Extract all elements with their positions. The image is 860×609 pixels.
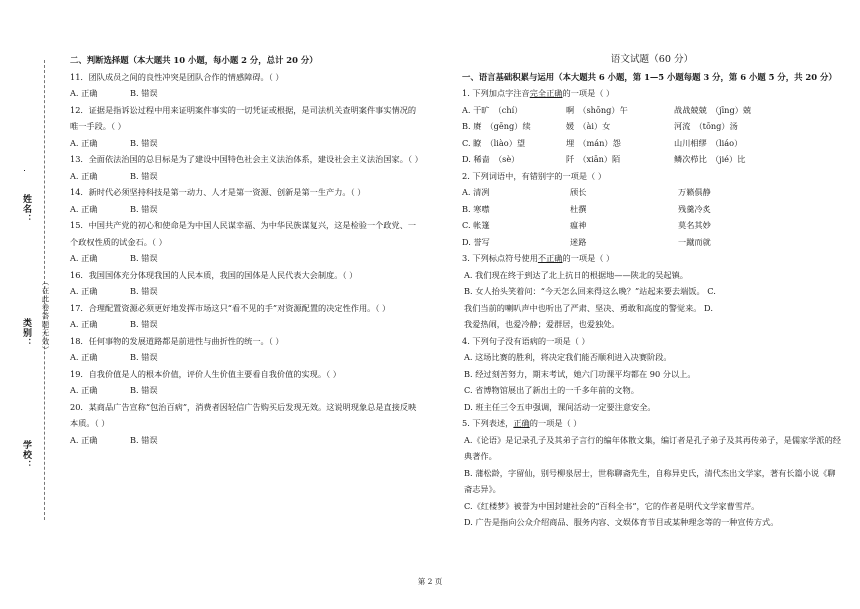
option-row — [70, 432, 422, 449]
question-1-options — [462, 102, 842, 168]
option-cell: A. 清冽 — [462, 187, 490, 197]
option-row — [462, 151, 842, 168]
option-cell: 残羹冷炙 — [678, 203, 711, 214]
option-b: B. 错误 — [130, 88, 158, 98]
option-cell: 山川相缪 （liáo） — [674, 137, 743, 148]
question-3-stem: 3. 下列标点符号使用不正确的一项是（ ） — [462, 253, 615, 263]
option-row — [462, 184, 842, 201]
option-row — [462, 217, 842, 234]
chinese-section-heading: 一、语言基础积累与运用（本大题共 6 小题，第 1—5 小题每题 3 分，第 6 小题 5 分，共 20 分） — [462, 71, 837, 82]
question-2-options — [462, 184, 842, 250]
option-item: 我爱热闹，也爱冷静；爱群居，也爱独处。 — [464, 319, 620, 329]
option-b: B. 错误 — [130, 286, 158, 296]
question-4-stem: 4. 下列句子没有语病的一项是（ ） — [462, 335, 590, 346]
option-cell: 一蹴而就 — [678, 236, 711, 247]
question-1-stem: 1. 下列加点字注音完全正确的一项是（ ） — [462, 88, 615, 98]
name-label: 姓名： — [21, 194, 31, 224]
option-item: D. 广告是指向公众介绍商品、服务内容、文娱体育节目或某种理念等的一种宣传方式。 — [464, 517, 779, 527]
option-item: A.《论语》是记录孔子及其弟子言行的编年体散文集，编订者是孔子弟子及其再传弟子，是儒家学派的经典著作。 — [464, 434, 841, 461]
option-b: B. 错误 — [130, 203, 158, 214]
binding-margin — [0, 0, 60, 609]
option-cell: C. 帐篷 — [462, 220, 490, 230]
option-cell: C. 瞭 （liào）望 — [462, 137, 526, 148]
option-cell: 鳞次栉比 （jié）比 — [674, 154, 746, 164]
question-5-stem: 5. 下列表述，正确的一项是（ ） — [462, 418, 582, 428]
option-item: A. 这场比赛的胜利，将决定我们能否顺利进入决赛阶段。 — [464, 352, 672, 362]
option-a: A. 正确 — [70, 203, 98, 214]
option-cell: 杜撰 — [570, 203, 587, 214]
option-item: D. 班主任三令五申强调，课间活动一定要注意安全。 — [464, 401, 656, 412]
option-row — [462, 135, 842, 152]
question-list — [70, 69, 422, 449]
option-row — [70, 168, 422, 185]
option-item: B. 蒲松龄，字留仙，别号柳泉居士，世称聊斋先生，自称异史氏，清代杰出文学家，著有长篇小说《聊斋志异》。 — [464, 467, 836, 494]
option-a: A. 正确 — [70, 137, 98, 148]
section-heading: 二、判断选择题（本大题共 10 小题，每小题 2 分，总计 20 分） — [70, 55, 318, 65]
option-a: A. 正确 — [70, 385, 98, 395]
option-row — [462, 118, 842, 135]
option-item: B. 女人抬头笑着问：“今天怎么回来得这么晚？”站起来要去端饭。 C. — [464, 286, 716, 296]
option-row — [70, 382, 422, 399]
option-cell: 阡 （xiān）陌 — [566, 154, 621, 164]
option-b: B. 错误 — [130, 352, 158, 362]
option-a: A. 正确 — [70, 286, 98, 296]
question-stem: 17．合理配置资源必须更好地发挥市场这只“看不见的手”对资源配置的决定性作用。（ ） — [70, 302, 391, 313]
option-b: B. 错误 — [130, 170, 158, 181]
question-stem: 11．团队成员之间的良性冲突是团队合作的情感障碍。（ ） — [70, 71, 284, 82]
option-row — [462, 102, 842, 119]
option-a: A. 正确 — [70, 170, 98, 181]
question-3-options — [462, 267, 842, 333]
question-stem: 15．中国共产党的初心和使命是为中国人民谋幸福、为中华民族谋复兴，这是检验一个政党、一个政权性质的试金石。（ ） — [70, 220, 417, 247]
option-cell: 万籁俱静 — [678, 187, 711, 197]
option-cell: 河流 （tōng）汤 — [674, 121, 738, 131]
option-row — [70, 135, 422, 152]
option-cell: 莫名其妙 — [678, 220, 711, 230]
question-stem: 13．全面依法治国的总目标是为了建设中国特色社会主义法治体系，建设社会主义法治国家。（ ） — [70, 154, 423, 164]
option-a: A. 正确 — [70, 319, 98, 329]
option-cell: B. 赓 （gēng）续 — [462, 121, 531, 131]
option-cell: 啊 （shōng）午 — [566, 104, 628, 115]
option-cell: A. 干旷 （chí） — [462, 104, 523, 115]
option-a: A. 正确 — [70, 88, 98, 98]
option-row — [70, 85, 422, 102]
option-item: 我们当前的喇叭声中也听出了严肃、坚决、勇敢和高度的警觉来。 D. — [464, 302, 713, 313]
question-stem: 19．自我价值是人的根本价值，评价人生价值主要看自我价值的实现。（ ） — [70, 368, 341, 379]
section-chinese — [462, 52, 842, 531]
option-cell: D. 稀啬 （sè） — [462, 154, 520, 164]
option-item: C.《红楼梦》被誉为中国封建社会的“百科全书”，它的作者是明代文学家曹雪芹。 — [464, 500, 760, 511]
question-5-options — [462, 432, 842, 531]
question-stem: 12．证据是指诉讼过程中用来证明案件事实的一切凭证或根据，是司法机关查明案件事实情况的唯一手段。（ ） — [70, 104, 417, 131]
option-cell: 战战兢兢 （jīng）兢 — [674, 104, 752, 115]
option-b: B. 错误 — [130, 253, 158, 263]
question-stem: 18．任何事物的发展道路都是前进性与曲折性的统一。（ ） — [70, 335, 284, 346]
question-stem: 16．我国国体充分体现我国的人民本质，我国的国体是人民代表大会制度。（ ） — [70, 269, 358, 280]
option-row — [70, 349, 422, 366]
page-number: 第 2 页 — [417, 577, 443, 586]
option-row — [70, 250, 422, 267]
option-cell: D. 誉写 — [462, 236, 490, 247]
option-cell: 迷路 — [570, 236, 587, 247]
question-stem: 14．新时代必须坚持科技是第一动力、人才是第一资源、创新是第一生产力。（ ） — [70, 187, 366, 197]
option-cell: 埋 （mán）怨 — [566, 137, 621, 148]
question-4-options — [462, 349, 842, 415]
option-cell: 瘟神 — [570, 220, 587, 230]
option-cell: B. 寒噤 — [462, 203, 490, 214]
answer-invalid-note: （在此卷答题无效） — [41, 278, 50, 355]
school-label: 学校： — [21, 440, 31, 470]
option-cell: 颀长 — [570, 187, 587, 197]
option-item: B. 经过刻苦努力，期末考试，她六门功课平均都在 90 分以上。 — [464, 368, 696, 379]
chinese-title: 语文试题（60 分） — [610, 54, 694, 65]
question-stem: 20．某商品广告宣称“包治百病”，消费者因轻信广告购买后发现无效。这说明现象总是直接反映本质。（ ） — [70, 401, 417, 428]
option-row — [462, 201, 842, 218]
option-a: A. 正确 — [70, 253, 98, 263]
class-label: 类别： — [21, 318, 31, 348]
section-true-false — [70, 52, 422, 448]
option-item: C. 省博物馆展出了新出土的一千多年前的文物。 — [464, 385, 639, 395]
option-b: B. 错误 — [130, 319, 158, 329]
option-item: A. 我们现在终于到达了北上抗日的根据地——陕北的吴起镇。 — [464, 269, 688, 280]
option-row — [462, 234, 842, 251]
option-row — [70, 201, 422, 218]
option-b: B. 错误 — [130, 385, 158, 395]
option-row — [70, 316, 422, 333]
question-2-stem: 2. 下列词语中，有错别字的一项是（ ） — [462, 170, 607, 181]
option-b: B. 错误 — [130, 434, 158, 445]
option-row — [70, 283, 422, 300]
option-a: A. 正确 — [70, 352, 98, 362]
option-b: B. 错误 — [130, 137, 158, 148]
option-cell: 媛 （ài）女 — [566, 121, 611, 131]
option-a: A. 正确 — [70, 434, 98, 445]
